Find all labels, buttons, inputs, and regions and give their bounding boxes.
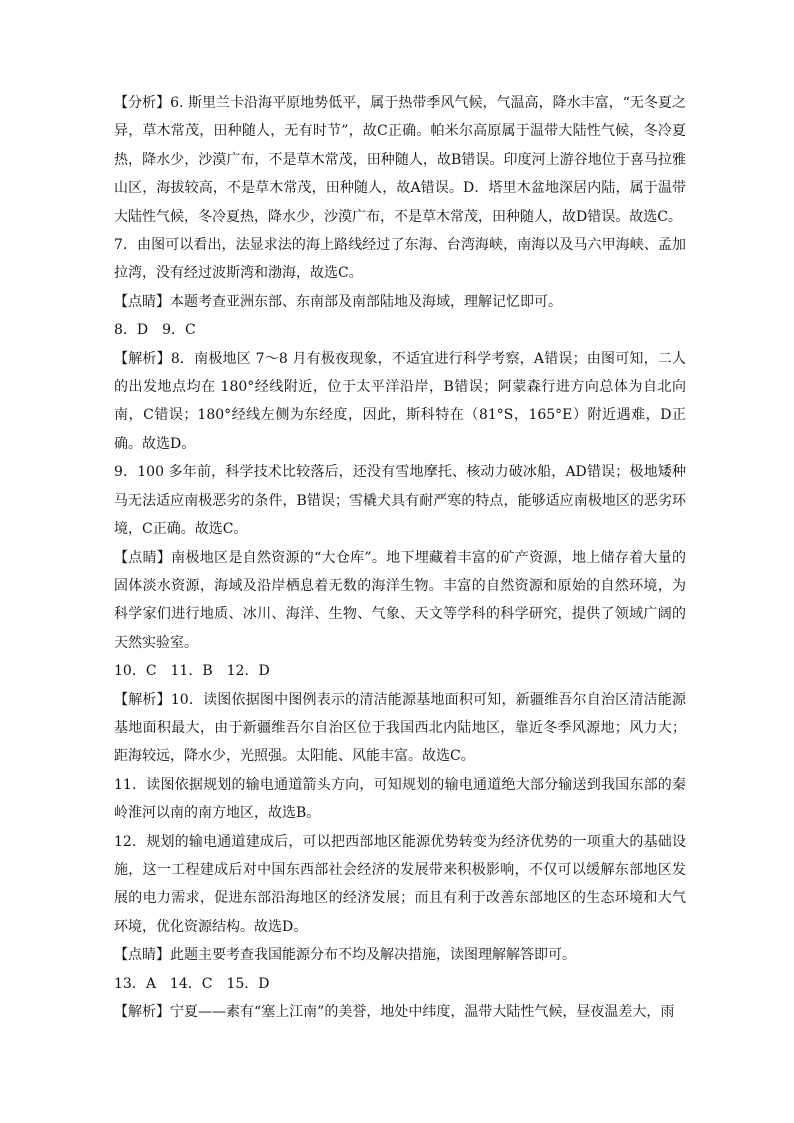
paragraph-text: 11．读图依据规划的输电通道箭头方向，可知规划的输电通道绝大部分输送到我国东部的秦岭淮河以南的南方地区，故选B。 — [114, 776, 686, 822]
answers-10-12 — [114, 657, 686, 685]
paragraph-text: 8．南极地区 7～8 月有极夜现象，不适宜进行科学考察，A错误；由图可知，二人的出发地点均在 180°经线附近，位于太平洋沿岸，B错误；阿蒙森行进方向总体为自北向南，C错误；180°经线左侧为东经度，因此，斯科特在（81°S，165°E）附近遇难，D正确。故选D。 — [114, 350, 687, 452]
paragraph-answer-12 — [114, 828, 686, 942]
answers-8-9 — [114, 316, 686, 344]
paragraph-comment-7 — [114, 288, 686, 316]
paragraph-answer-9 — [114, 458, 686, 543]
explanation-tag: 【解析】 — [114, 350, 171, 367]
paragraph-text: 宁夏——素有“塞上江南”的美誉，地处中纬度，温带大陆性气候，昼夜温差大，雨 — [170, 1004, 675, 1020]
paragraph-text: 7．由图可以看出，法显求法的海上路线经过了东海、台湾海峡，南海以及马六甲海峡、孟加拉湾，没有经过波斯湾和渤海，故选C。 — [114, 237, 686, 282]
paragraph-answer-7 — [114, 231, 686, 288]
paragraph-answer-11 — [114, 771, 686, 828]
comment-tag: 【点睛】 — [114, 947, 170, 964]
paragraph-text: 10．C 11．B 12．D — [114, 663, 270, 680]
paragraph-comment-12 — [114, 941, 686, 969]
comment-tag: 【点睛】 — [114, 293, 170, 310]
paragraph-text: 13．A 14．C 15．D — [114, 975, 270, 992]
paragraph-explanation-8 — [114, 345, 686, 459]
paragraph-explanation-10 — [114, 686, 686, 771]
analysis-tag: 【分析】 — [114, 95, 171, 111]
paragraph-text: 8．D 9．C — [114, 322, 196, 339]
paragraph-comment-9 — [114, 544, 686, 658]
explanation-tag: 【解析】 — [114, 1004, 170, 1020]
paragraph-text: 南极地区是自然资源的“大仓库”。地下埋藏着丰富的矿产资源，地上储存着大量的固体淡水资源，海域及沿岸栖息着无数的海洋生物。丰富的自然资源和原始的自然环境，为科学家们进行地质、冰川、海洋、生物、气象、天文等学科的科学研究，提供了领域广阔的天然实验室。 — [114, 549, 687, 651]
paragraph-text: 12．规划的输电通道建成后，可以把西部地区能源优势转变为经济优势的一项重大的基础设施，这一工程建成后对中国东西部社会经济的发展带来积极影响，不仅可以缓解东部地区发展的电力需求，促进东部沿海地区的经济发展；而且有利于改善东部地区的生态环境和大气环境，优化资源结构。故选D。 — [114, 833, 686, 935]
paragraph-explanation-13 — [114, 998, 686, 1026]
document-page — [114, 89, 686, 1026]
explanation-tag: 【解析】 — [114, 691, 171, 708]
answers-13-15 — [114, 970, 686, 998]
paragraph-text: 6. 斯里兰卡沿海平原地势低平，属于热带季风气候，气温高，降水丰富，“无冬夏之异，草木常茂，田种随人，无有时节”，故C正确。帕米尔高原属于温带大陆性气候，冬冷夏热，降水少，沙漠广布，不是草木常茂，田种随人，故B错误。印度河上游谷地位于喜马拉雅山区，海拔较高，不是草木常茂，田种随人，故A错误。D．塔里木盆地深居内陆，属于温带大陆性气候，冬冷夏热，降水少，沙漠广布，不是草木常茂，田种随人，故D错误。故选C。 — [114, 95, 687, 225]
paragraph-text: 10．读图依据图中图例表示的清洁能源基地面积可知，新疆维吾尔自治区清洁能源基地面积最大，由于新疆维吾尔自治区位于我国西北内陆地区，靠近冬季风源地；风力大；距海较远，降水少，光照强。太阳能、风能丰富。故选C。 — [114, 691, 687, 765]
paragraph-analysis-6 — [114, 89, 686, 231]
paragraph-text: 9．100 多年前，科学技术比较落后，还没有雪地摩托、核动力破冰船，AD错误；极地矮种马无法适应南极恶劣的条件，B错误；雪橇犬具有耐严寒的特点，能够适应南极地区的恶劣环境，C正确。故选C。 — [114, 464, 686, 538]
paragraph-text: 本题考查亚洲东部、东南部及南部陆地及海域，理解记忆即可。 — [170, 293, 562, 310]
paragraph-text: 此题主要考查我国能源分布不均及解决措施，读图理解解答即可。 — [170, 947, 576, 964]
comment-tag: 【点睛】 — [114, 549, 172, 566]
